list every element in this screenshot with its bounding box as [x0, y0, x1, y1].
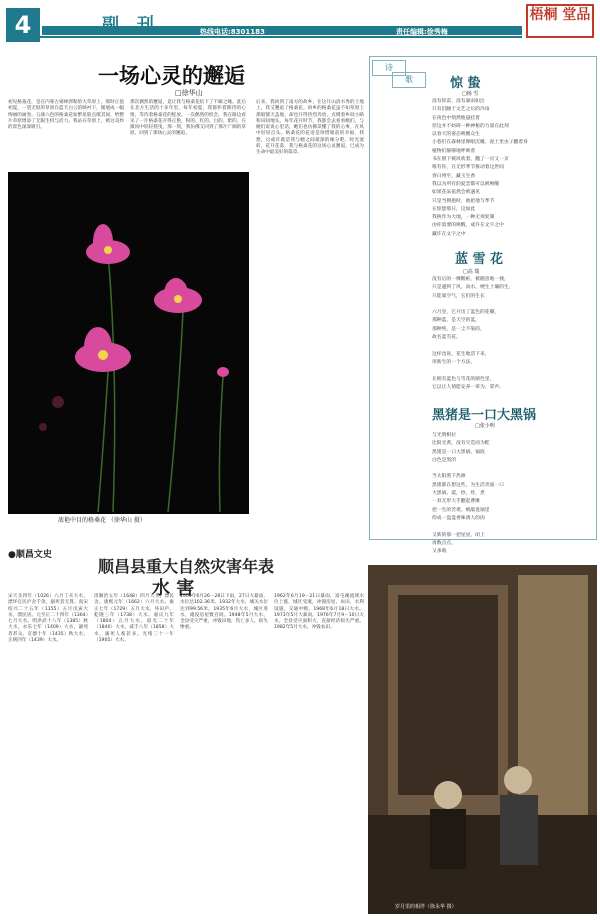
poem-body: [432, 98, 592, 239]
poem-line: 在惊蛰那日，这如此: [432, 206, 476, 212]
editor: 责任编辑:徐秀梅: [396, 28, 448, 36]
poem-line: 我以为所有的爱恋都可以被唤醒: [432, 181, 500, 187]
poem-line: 白色是黑的: [432, 457, 456, 463]
article-subtitle: 水 害: [152, 578, 195, 599]
poem-line: 没有后的一棵鹅桩，被随意地一拽，: [432, 277, 509, 282]
poem-line: 又新的那一把星星，闭上: [432, 532, 485, 538]
poem-line: 这样也说，花生地活下来，: [432, 351, 490, 357]
poem-line: [432, 523, 592, 531]
poem-line: 侍成一盘盘香味诱人的肉: [432, 515, 485, 521]
poem-line: 只能靠空气，它们的生长: [432, 293, 485, 299]
section-header: ●顺昌文史: [8, 550, 52, 560]
poem-line: 如果花朵依然会被遇见: [432, 190, 480, 196]
poem-line: 大黑锅，震，炒，炸，煮: [432, 491, 485, 497]
page-number: 4: [6, 8, 40, 42]
poem-line: 比阳光黄，没有灾荒而为畦: [432, 441, 490, 447]
poem-line: 黑猪都在想这些，为生活奔波一口: [432, 482, 504, 488]
poem-line: 没有惊雷，没有暴雨如注: [432, 99, 485, 104]
poem-line: 一双无形大手翻起曹滩: [432, 499, 480, 505]
section-title: 副 刊: [102, 15, 160, 35]
poem-line: 用新生的一个方法，: [432, 359, 476, 365]
poem-line: 小巷们在森林里睁眼沉睡，泥土里虫子翻着身: [432, 140, 528, 146]
poem-author: □杨 雪: [462, 91, 479, 97]
poem-line: 与光明相拉: [432, 433, 456, 438]
poem-title: 黑猪是一口大黑锅: [432, 408, 537, 423]
poem-author: □高 瑞: [463, 269, 480, 275]
article-col-4: 1962年6月19－21日暴雨，富屯溪流域水位上涨，城区受淹，冲毁房屋、农田、水利设施，交通中断。1968年6月18日大水。1973年5月大暴雨。1976年7月9－10日大水，全县受灾面积大，直接经济损失严重。1982年5月大水，冲毁农田。: [274, 594, 364, 631]
poem-line: 我换作为大地，一种无须复制: [432, 215, 495, 221]
elderly-couple-photo: [368, 565, 597, 914]
poem-line: 唯有你，在无形季节推动着这世间: [432, 165, 504, 171]
poem-line: [432, 465, 592, 473]
poem-title: 蓝 雪 花: [455, 252, 504, 267]
poem-line: 当太阳照下热源: [432, 474, 466, 480]
poem-body: [432, 276, 592, 392]
article-author: □徐华山: [175, 89, 203, 97]
poem-line: 六月里，它开出了蓝色的花瓣，: [432, 310, 500, 316]
poem-title: 惊 蛰: [450, 76, 481, 91]
poem-line: 再数点点，: [432, 540, 456, 546]
poem-line: 那种蓝，是天空的蓝，: [432, 318, 480, 324]
photo-caption: 浓艳中目的格桑花 （徐华山 摄）: [58, 517, 146, 524]
poem-line: 春日将至，藏玉生香: [432, 173, 476, 179]
article-col-2: 清顺治五年（1648）四月大水，漂民舍。康熙元年（1662）六月大水。雍正七年（1729）五月大水，坏田庐。乾隆三年（1738）大水。嘉庆九年（1804）五月大水。道光二十年（1840）大水，咸丰八年（1858）大水，溺死人畜甚多。光绪三十一年（1905）大水。: [94, 594, 174, 644]
poem-line: 黑猪是一口大黑锅，锅底: [432, 449, 485, 455]
poem-line: 又承载: [432, 549, 447, 555]
poem-line: [432, 556, 592, 564]
poem-body: [432, 432, 592, 555]
poem-line: 书在窗下被风吹着，翻了一页又一页: [432, 157, 509, 163]
column-logo: 梧桐 堂品: [526, 4, 594, 38]
poem-author: □张小明: [475, 423, 495, 429]
poem-line: 故名蓝雪花。: [432, 335, 461, 341]
poetry-tag: 诗: [372, 60, 406, 76]
poetry-tag: 歌: [392, 72, 426, 88]
poem-line: 把一生的苦难，被敲进锅里: [432, 507, 490, 513]
cosmos-photo: [8, 172, 249, 514]
poem-line: 它以让人情愿安养一辈为，掌声。: [432, 384, 504, 390]
poem-line: 植物们静静地呼吸着: [432, 148, 476, 154]
poem-line: [432, 342, 592, 350]
hotline: 热线电话:8301183: [200, 28, 265, 36]
poem-line: 那种纯，是一尘不染的，: [432, 326, 485, 332]
poem-line: 在拥有蓝色与雪花的颜色里，: [432, 376, 495, 382]
poem-line: 只有沉睡于文艺之后的冷雨: [432, 107, 490, 113]
article-col-3: 1909年6月26－28日下雨，27日大暴雨，水位达102.36米。1932年大水，城关水位达到99.56米。1935年6月大水，城区进水，淹没房屋数百间。1948年5月大水，全县受灾严重，冲毁田地，伤亡多人，损失惨重。: [180, 594, 268, 631]
poem-line: 以春天的姿态唤醒众生: [432, 132, 480, 138]
poem-line: 在夜色中悄然地悬挂着: [432, 115, 480, 121]
poem-line: 由你需要的唤醒，或许在文字之中: [432, 223, 504, 229]
article-col-3: 后来，我回到了南方的故乡，在这片山清水秀的土地上，我又邂逅了格桑花。故乡的格桑花虽不如草原上那般铺天盖地，却也开得热烈奔放，点缀着乡间小路和田间地头。每年花开时节，我都会去看看她们，与她们说说心里话，她们也仿佛读懂了我的心事，在风中轻轻点头。格桑花的花语是珍惜眼前的幸福，我想，这或许就是我与她之间最深的缘分吧。时光流转，花开花落，我与格桑花的这场心灵邂逅，已成为生命中最美好的篇章。: [256, 100, 364, 156]
article-col-2: 那次偶然的邂逅，竟让我与格桑花结下了不解之缘。此后在北方生活的十多年里，每年初夏，我都怀着期待的心情，等待着格桑花的绽放。一次偶然的机会，我在路边看见了一片格桑花开得正艳，粉的、红的、白的、紫的，在微风中轻轻摇曳，那一刻，我仿佛又回到了那片广阔的草原，回到了那场心灵的邂逅。: [130, 100, 246, 137]
article-col-1: 初见格桑花，是在内蒙古锡林郭勒的大草原上。那时正值初夏，一望无垠的草原在蓝天白云的映衬下，铺展成一幅绚丽的画卷。五颜六色的格桑花如繁星般点缀其间，给整片草原增添了无限生机与活力。我站在草原上，被这美妙的景色深深吸引。: [8, 100, 124, 131]
poem-line: 但这并不妨碍一种神秘的力量在此刻: [432, 123, 509, 129]
poem-line: 只是遇到了风，雨水，梗生土壤的生，: [432, 285, 514, 291]
poem-line: 只是当拥抱时，他把他与季节: [432, 198, 495, 204]
article-title: 顺昌县重大自然灾害年表: [98, 557, 275, 576]
poem-line: 藏许在文字之中: [432, 231, 466, 237]
photo-caption: 岁月里的相伴（徐永华 摄）: [395, 904, 457, 910]
article-title: 一场心灵的邂逅: [98, 64, 245, 88]
article-col-1: 宋天圣四年（1026）六月丁亥大水，漂坏官民庐舍千余，溺死者无算。南宋绍兴二十五年（1155）五月戊寅大水，漂民居。元至正二十四年（1364）七月大水。明洪武十八年（1385）秋大水，永乐七年（1409）大水，溺死者甚众。宣德十年（1435）秋大水，正统四年（1439）大水。: [8, 594, 88, 644]
poem-line: [432, 301, 592, 309]
poem-line: [432, 367, 592, 375]
